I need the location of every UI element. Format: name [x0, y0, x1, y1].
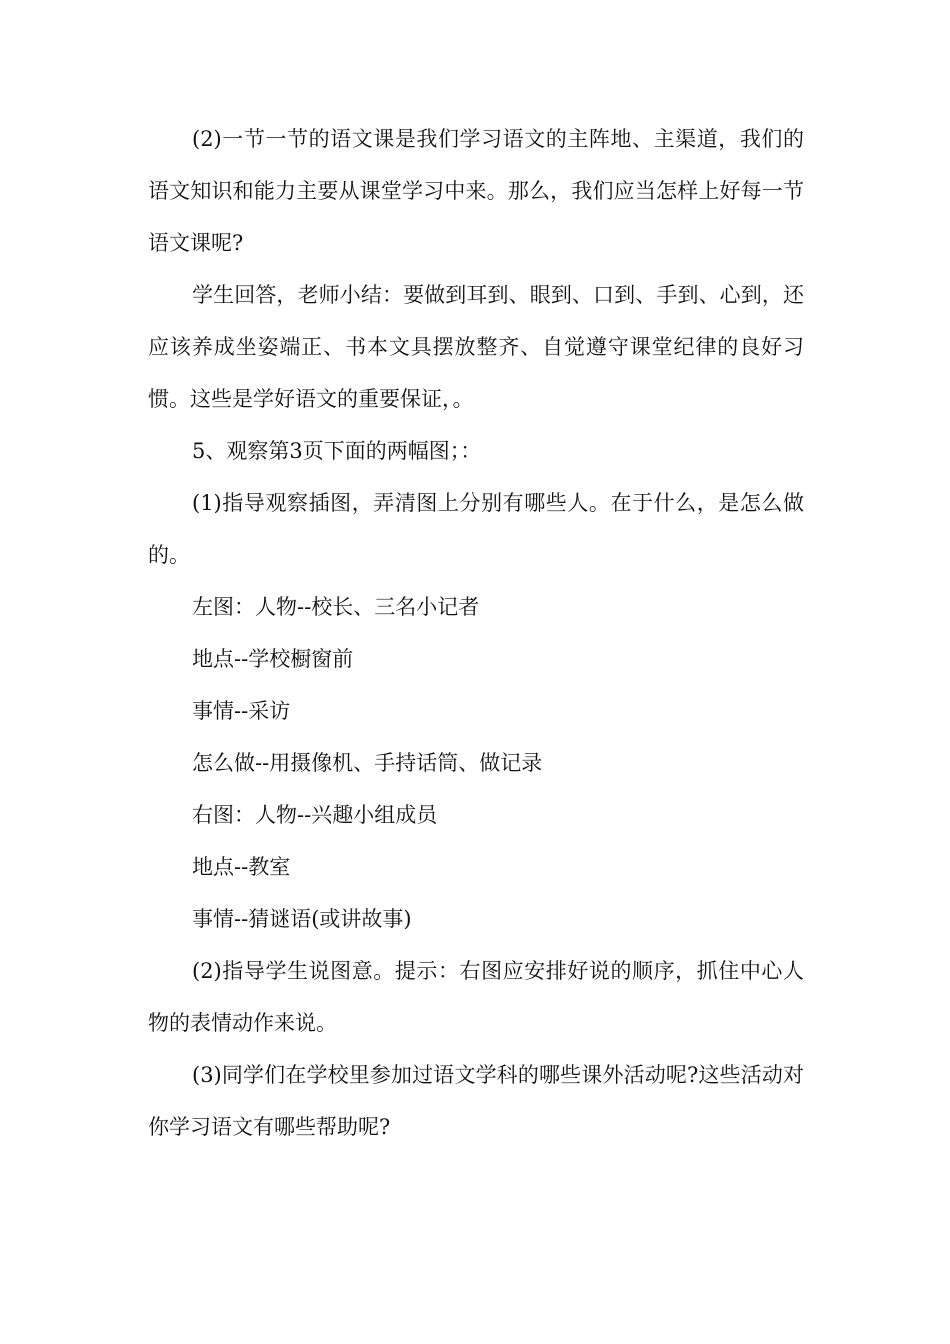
document-body [148, 113, 804, 1153]
paragraph: 地点--学校橱窗前 [192, 647, 354, 671]
paragraph: 学生回答，老师小结：要做到耳到、眼到、口到、手到、心到，还应该养成坐姿端正、书本文具摆放整齐、自觉遵守课堂纪律的良好习惯。这些是学好语文的重要保证，。 [148, 283, 804, 411]
paragraph: 事情--采访 [192, 699, 291, 723]
paragraph: (2)一节一节的语文课是我们学习语文的主阵地、主渠道，我们的语文知识和能力主要从课堂学习中来。那么，我们应当怎样上好每一节语文课呢? [148, 127, 804, 255]
paragraph: (3)同学们在学校里参加过语文学科的哪些课外活动呢?这些活动对你学习语文有哪些帮助呢? [148, 1063, 804, 1139]
paragraph: 左图：人物--校长、三名小记者 [192, 595, 480, 619]
paragraph: 右图：人物--兴趣小组成员 [192, 803, 438, 827]
paragraph: 怎么做--用摄像机、手持话筒、做记录 [192, 751, 543, 775]
paragraph: (2)指导学生说图意。提示：右图应安排好说的顺序，抓住中心人物的表情动作来说。 [148, 959, 804, 1035]
paragraph: (1)指导观察插图，弄清图上分别有哪些人。在于什么，是怎么做的。 [148, 491, 804, 567]
paragraph: 事情--猜谜语(或讲故事) [192, 907, 412, 931]
paragraph: 地点--教室 [192, 855, 291, 879]
paragraph: 5、观察第3页下面的两幅图；： [192, 439, 482, 463]
